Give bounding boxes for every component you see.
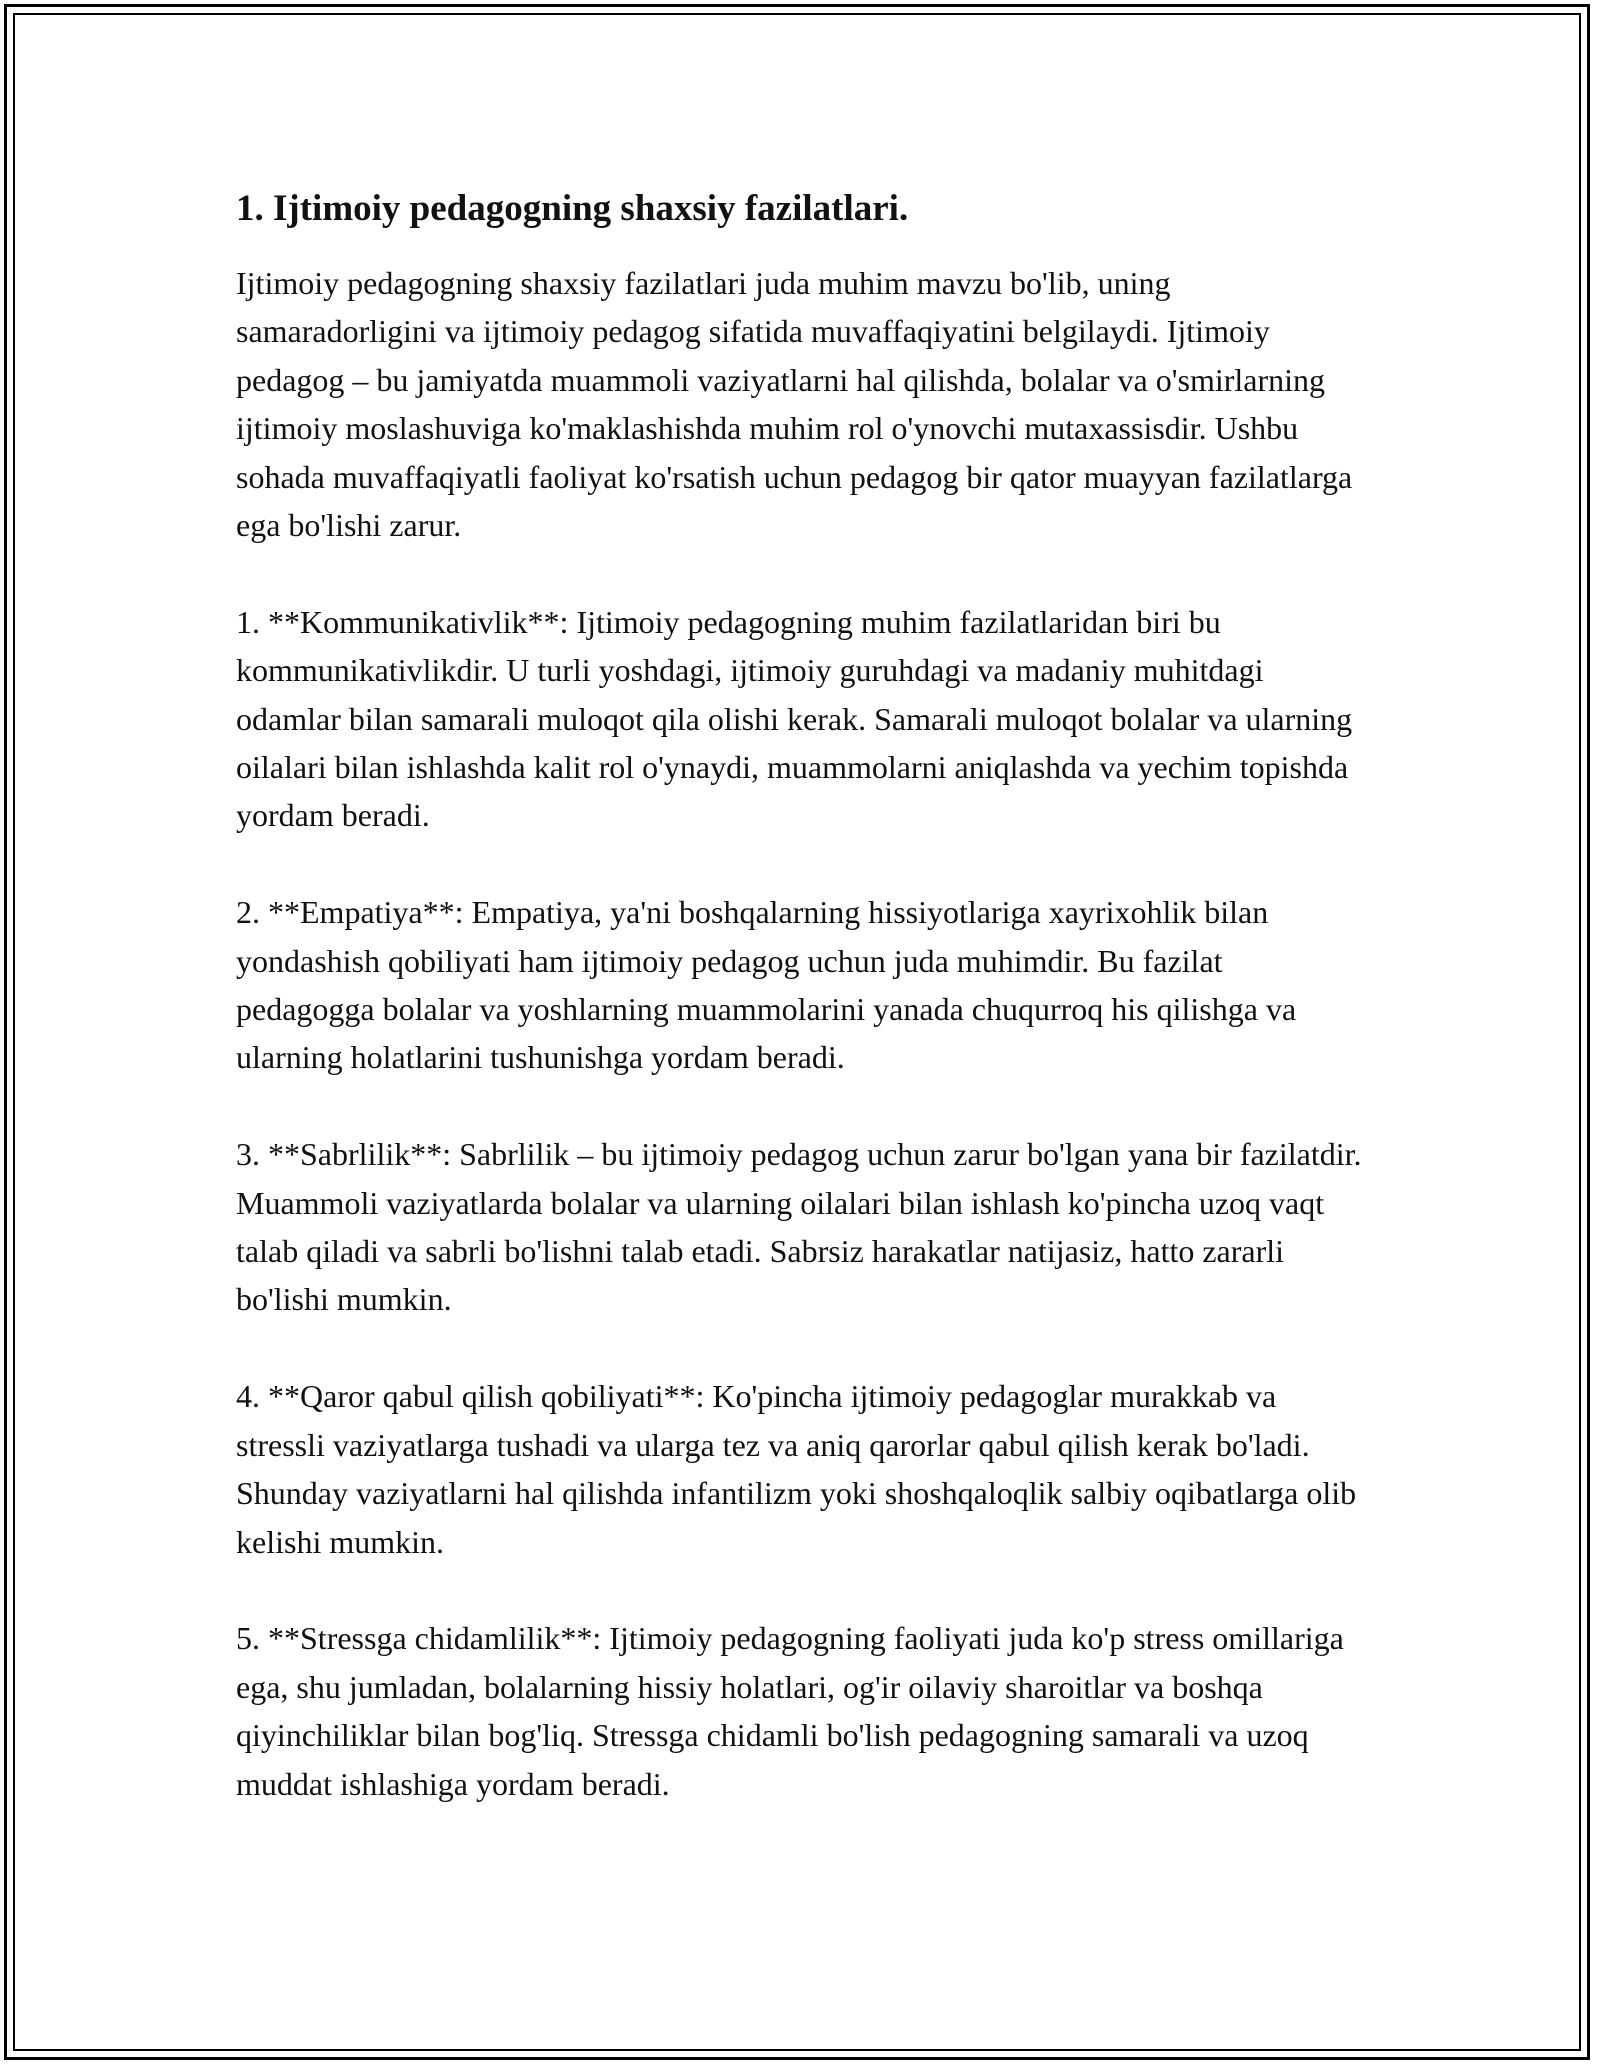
document-body: [236, 185, 1366, 1808]
paragraph-empatiya: 2. **Empatiya**: Empatiya, ya'ni boshqalarning hissiyotlariga xayrixohlik bilan yondashish qobiliyati ham ijtimoiy pedagog uchun juda muhimdir. Bu fazilat pedagogga bolalar va yoshlarning muammolarini yanada chuqurroq his qilishga va ularning holatlarini tushunishga yordam beradi.: [236, 894, 1297, 1076]
paragraph-sabrlilik: 3. **Sabrlilik**: Sabrlilik – bu ijtimoiy pedagog uchun zarur bo'lgan yana bir fazilatdir. Muammoli vaziyatlarda bolalar va ularning oilalari bilan ishlash ko'pincha uzoq vaqt talab qiladi va sabrli bo'lishni talab etadi. Sabrsiz harakatlar natijasiz, hatto zararli bo'lishi mumkin.: [236, 1136, 1362, 1318]
intro-paragraph: Ijtimoiy pedagogning shaxsiy fazilatlari juda muhim mavzu bo'lib, uning samaradorligini va ijtimoiy pedagog sifatida muvaffaqiyatini belgilaydi. Ijtimoiy pedagog – bu jamiyatda muammoli vaziyatlarni hal qilishda, bolalar va o'smirlarning ijtimoiy moslashuviga ko'maklashishda muhim rol o'ynovchi mutaxassisdir. Ushbu sohada muvaffaqiyatli faoliyat ko'rsatish uchun pedagog bir qator muayyan fazilatlarga ega bo'lishi zarur.: [236, 265, 1353, 544]
paragraph-qaror-qabul-qilish: 4. **Qaror qabul qilish qobiliyati**: Ko'pincha ijtimoiy pedagoglar murakkab va stressli vaziyatlarga tushadi va ularga tez va aniq qarorlar qabul qilish kerak bo'ladi. Shunday vaziyatlarni hal qilishda infantilizm yoki shoshqaloqlik salbiy oqibatlarga olib kelishi mumkin.: [236, 1378, 1357, 1560]
section-heading: 1. Ijtimoiy pedagogning shaxsiy fazilatlari.: [236, 188, 909, 229]
paragraph-stressga-chidamlilik: 5. **Stressga chidamlilik**: Ijtimoiy pedagogning faoliyati juda ko'p stress omillariga ega, shu jumladan, bolalarning hissiy holatlari, og'ir oilaviy sharoitlar va boshqa qiyinchiliklar bilan bog'liq. Stressga chidamli bo'lish pedagogning samarali va uzoq muddat ishlashiga yordam beradi.: [236, 1620, 1344, 1802]
paragraph-kommunikativlik: 1. **Kommunikativlik**: Ijtimoiy pedagogning muhim fazilatlaridan biri bu kommunikativlikdir. U turli yoshdagi, ijtimoiy guruhdagi va madaniy muhitdagi odamlar bilan samarali muloqot qila olishi kerak. Samarali muloqot bolalar va ularning oilalari bilan ishlashda kalit rol o'ynaydi, muammolarni aniqlashda va yechim topishda yordam beradi.: [236, 603, 1353, 834]
